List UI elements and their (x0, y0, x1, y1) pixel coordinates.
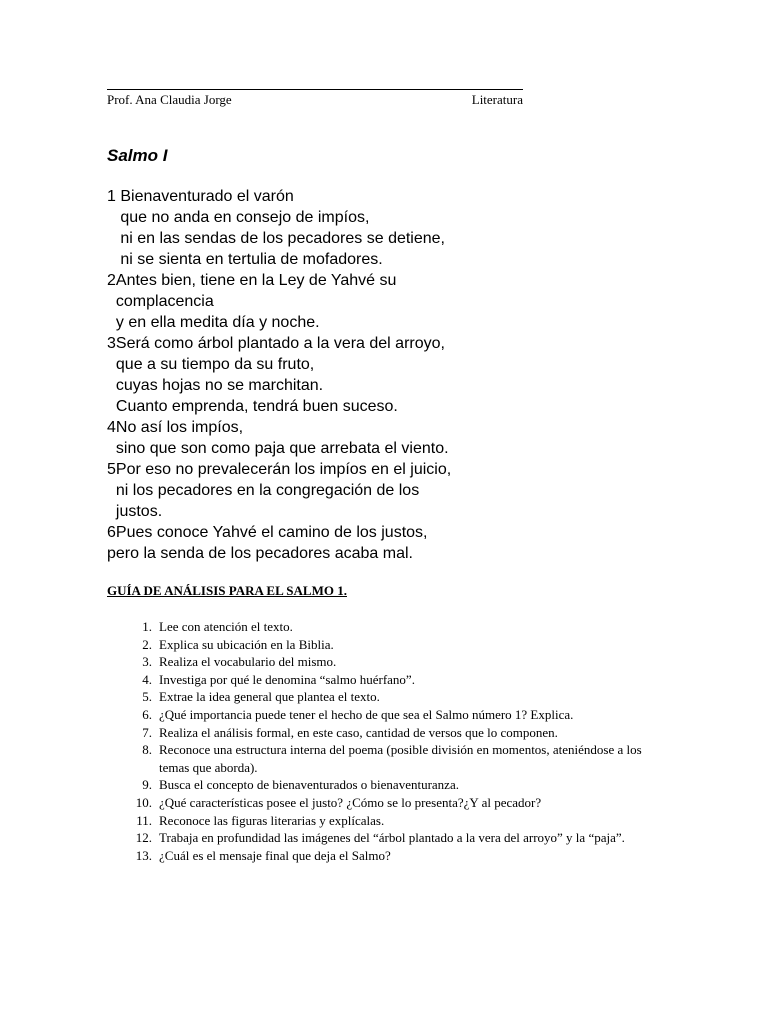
poem-title: Salmo I (107, 146, 168, 165)
question-item (107, 829, 667, 847)
question-item (107, 776, 667, 794)
question-text: Investiga por qué le denomina “salmo huérfano”. (159, 671, 415, 687)
question-text: ¿Qué importancia puede tener el hecho de que sea el Salmo número 1? Explica. (159, 706, 574, 722)
question-text: Busca el concepto de bienaventurados o bienaventuranza. (159, 777, 459, 793)
poem-line: complacencia (107, 293, 214, 310)
question-text: ¿Qué características posee el justo? ¿Cómo se lo presenta?¿Y al pecador? (159, 794, 542, 810)
poem-line: pero la senda de los pecadores acaba mal. (107, 545, 413, 562)
question-text: ¿Cuál es el mensaje final que deja el Salmo? (159, 847, 391, 863)
poem-line: 1 Bienaventurado el varón (107, 188, 294, 205)
poem-line: y en ella medita día y noche. (107, 314, 320, 331)
question-item (107, 688, 667, 706)
question-number: 2. (142, 636, 152, 652)
question-item (107, 812, 667, 830)
question-text: Trabaja en profundidad las imágenes del “árbol plantado a la vera del arroyo” y la “paja”. (159, 830, 625, 846)
poem-line: cuyas hojas no se marchitan. (107, 377, 324, 394)
question-item (107, 706, 667, 724)
question-item (107, 653, 667, 671)
question-item (107, 741, 667, 776)
question-item (107, 618, 667, 636)
question-item (107, 724, 667, 742)
question-number: 13. (135, 847, 152, 863)
poem-line: ni en las sendas de los pecadores se detiene, (107, 230, 445, 247)
teacher-name: Prof. Ana Claudia Jorge (107, 92, 232, 107)
question-item (107, 847, 667, 865)
question-number: 12. (135, 830, 152, 846)
question-text: Realiza el análisis formal, en este caso, cantidad de versos que lo componen. (159, 724, 558, 740)
question-number: 4. (142, 671, 152, 687)
question-number: 9. (142, 777, 152, 793)
poem-line: 5Por eso no prevalecerán los impíos en el juicio, (107, 461, 452, 478)
poem-line: ni los pecadores en la congregación de los (107, 482, 420, 499)
question-list (107, 618, 667, 864)
question-number: 5. (142, 689, 152, 705)
poem-line: que a su tiempo da su fruto, (107, 356, 315, 373)
question-text: Extrae la idea general que plantea el texto. (159, 689, 380, 705)
subject-name: Literatura (471, 92, 523, 107)
poem-line: sino que son como paja que arrebata el viento. (107, 440, 449, 457)
question-item (107, 794, 667, 812)
question-number: 8. (142, 742, 152, 758)
question-number: 6. (142, 706, 152, 722)
question-number: 1. (142, 619, 152, 634)
question-text: Explica su ubicación en la Biblia. (159, 636, 334, 652)
question-number: 3. (142, 654, 152, 670)
question-text: Lee con atención el texto. (159, 619, 293, 634)
poem-line: justos. (107, 503, 163, 520)
question-text: Reconoce las figuras literarias y explícalas. (159, 812, 385, 828)
poem-line: Cuanto emprenda, tendrá buen suceso. (107, 398, 398, 415)
header-underline (107, 89, 523, 90)
poem-text (107, 186, 451, 564)
question-number: 7. (142, 724, 152, 740)
poem-line: 6Pues conoce Yahvé el camino de los justos, (107, 524, 428, 541)
question-text: Reconoce una estructura interna del poema (posible división en momentos, ateniéndose a los temas que aborda). (159, 742, 642, 775)
guide-title (107, 582, 347, 600)
question-number: 11. (136, 812, 152, 828)
question-item (107, 636, 667, 654)
guide-title-text: GUÍA DE ANÁLISIS PARA EL SALMO 1. (107, 583, 347, 598)
question-text: Realiza el vocabulario del mismo. (159, 654, 337, 670)
poem-line: ni se sienta en tertulia de mofadores. (107, 251, 383, 268)
poem-line: 2Antes bien, tiene en la Ley de Yahvé su (107, 272, 397, 289)
poem-line: que no anda en consejo de impíos, (107, 209, 370, 226)
question-number: 10. (135, 794, 152, 810)
question-item (107, 671, 667, 689)
poem-line: 4No así los impíos, (107, 419, 244, 436)
poem-line: 3Será como árbol plantado a la vera del arroyo, (107, 335, 445, 352)
